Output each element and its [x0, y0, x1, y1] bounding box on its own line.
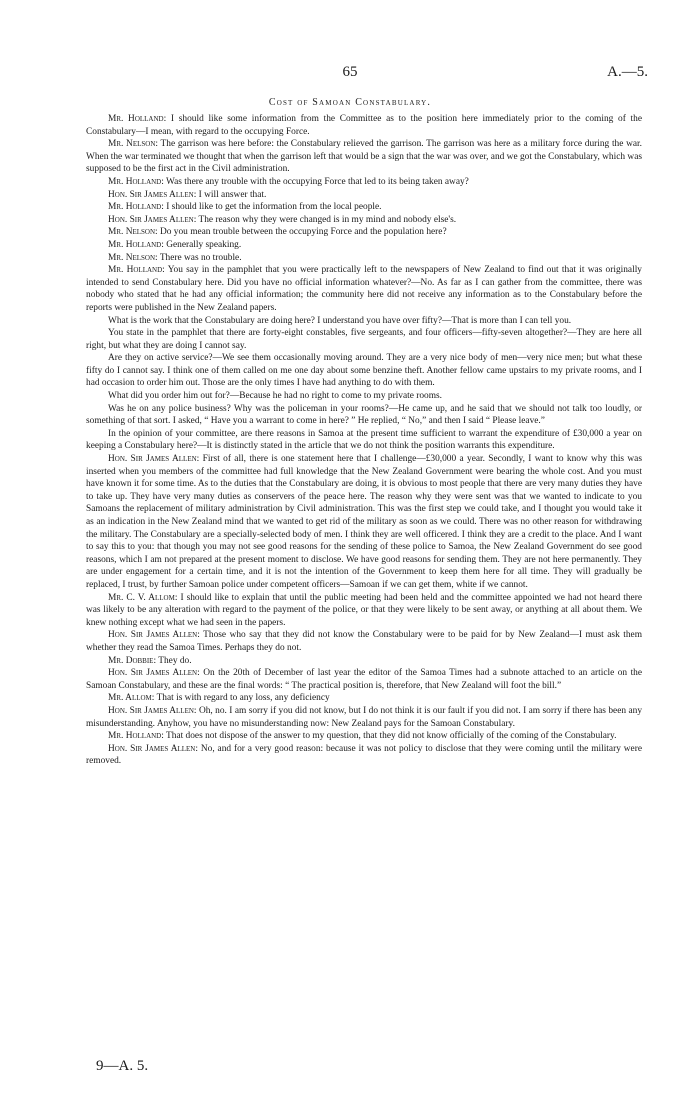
document-code: A.—5.	[607, 64, 648, 80]
speaker-name: Mr. Nelson	[108, 252, 156, 263]
paragraph: Hon. Sir James Allen: The reason why they were changed is in my mind and nobody else's.	[108, 214, 457, 225]
paragraph-text: Do you mean trouble between the occupying Force and the population here?	[159, 227, 447, 238]
paragraph-text: No, and for a very good reason: because it was not policy to disclose that they were coming until the military were removed.	[86, 743, 642, 767]
paragraph-text: What is the work that the Constabulary are doing here? I understand you have over fifty?—That is more than I can tell you.	[108, 315, 572, 326]
paragraph: Hon. Sir James Allen: Oh, no. I am sorry if you did not know, but I do not think it is our fault if you did not. I am sorry if there has been any misunderstanding. Anyhow, you have no misunderstanding now: New Zealand pays for the Samoan Constabulary.	[86, 705, 643, 729]
speaker-name: Mr. Dobbie	[108, 655, 154, 666]
paragraph-text: Are they on active service?—We see them occasionally moving around. They are a very nice body of men—very nice men; but what these fifty do I cannot say. I think one of them called on me one day about some benzine theft. Another fellow came upstairs to my private rooms, and I had occasion to order him out. Those are the only times I have had anything to do with them.	[86, 353, 642, 389]
paragraph	[86, 428, 642, 453]
paragraph-text: The garrison was here before: the Constabulary relieved the garrison. The garrison was here as a military force during the war. When the war terminated we thought that when the garrison left that would be a sign that the war was over, and we got the Constabulary, which was supposed to be the first act in the Civil administration.	[86, 139, 642, 175]
speaker-name: Hon. Sir James Allen	[108, 743, 196, 754]
speaker-name: Hon. Sir James Allen	[108, 705, 194, 716]
paragraph-text: I should like to explain that until the public meeting had been held and the committee appointed we had not heard there was likely to be any alteration with regard to the payment of the police, or that they were likely to be sent away, or anything at all about them. We knew nothing except what we had seen in the papers.	[86, 592, 643, 628]
speaker-name: Hon. Sir James Allen	[108, 214, 194, 225]
paragraph: Mr. Allom: That is with regard to any loss, any deficiency	[108, 693, 330, 704]
paragraph-text: Was there any trouble with the occupying Force that led to its being taken away?	[166, 176, 469, 187]
paragraph-text: I should like to get the information from the local people.	[166, 202, 382, 213]
paragraph-text: First of all, there is one statement here that I challenge—£30,000 a year. Secondly, I want to know why this was inserted when you members of the committee had full knowledge that the New Zealand Government were bearing the whole cost. And you must have known it for some time. As to the duties that the Constabulary are doing, it is obvious to most people that there are very many duties they have to take up. They have very many duties as conservers of the peace here. The reason why they were sent was that we wanted to indicate to you Samoans the replacement of military administration by Civil administration. This was the first step we could take, and I thought you would take it as an indication in the New Zealand mind that we wanted to get rid of the military as soon as we could. There was no other reason for withdrawing the military. The Constabulary are a specially-selected body of men. I think they are well officered. I think they are a credit to the place. And I want to say this to you: that though you may not see good reasons for the sending of these police to Samoa, the New Zealand Government do see good reasons, which I am not prepared at the present moment to disclose. We have good reasons for sending them. They are not here permanently. They are under engagement for a certain time, and it is not the intention of the Government to keep them here for all time. They will gradually be replaced, I trust, by further Samoan police under competent officers—Samoan if we can get them, white if we cannot.	[86, 454, 642, 590]
paragraph: Mr. Dobbie: They do.	[108, 655, 192, 666]
paragraph: Mr. Nelson: Do you mean trouble between the occupying Force and the population here?	[108, 227, 447, 238]
speaker-name: Mr. C. V. Allom	[108, 592, 175, 603]
speaker-name: Mr. Holland	[108, 731, 162, 742]
paragraph: Mr. Holland: Was there any trouble with the occupying Force that led to its being taken away?	[108, 176, 469, 187]
paragraph: Mr. Holland: Generally speaking.	[108, 239, 242, 250]
paragraph	[86, 352, 642, 390]
paragraph-text: That does not dispose of the answer to my question, that they did not know officially of the coming of the Constabulary.	[166, 731, 617, 742]
paragraph	[86, 403, 642, 428]
paragraph: Hon. Sir James Allen: On the 20th of December of last year the editor of the Samoa Times had a subnote attached to an article on the Samoan Constabulary, and these are the final words: “ The practical position is, therefore, that New Zealand will foot the bill.”	[86, 668, 643, 691]
paragraph: Hon. Sir James Allen: No, and for a very good reason: because it was not policy to disclose that they were coming until the military were removed.	[86, 743, 642, 767]
speaker-name: Mr. Nelson	[108, 139, 156, 150]
paragraph: Mr. Holland: You say in the pamphlet that you were practically left to the newspapers of New Zealand to find out that it was originally intended to send Constabulary here. Did you have no official information whatever?—No. As far as I can gather from the committee, there was nobody who stated that he had any official information; the community here did not receive any information as to the Constabulary before the reports were published in the New Zealand papers.	[86, 265, 642, 313]
speaker-name: Mr. Holland	[108, 265, 163, 276]
paragraph	[86, 390, 642, 403]
paragraph: Hon. Sir James Allen: I will answer that.	[108, 189, 267, 200]
paragraph: Hon. Sir James Allen: First of all, there is one statement here that I challenge—£30,000 a year. Secondly, I want to know why this was inserted when you members of the committee had full knowledge that the New Zealand Government were bearing the whole cost. And you must have known it for some time. As to the duties that the Constabulary are doing, it is obvious to most people that there are very many duties they have to take up. They have very many duties as conservers of the peace here. The reason why they were sent was that we wanted to indicate to you Samoans the replacement of military administration by Civil administration. This was the first step we could take, and I thought you would take it as an indication in the New Zealand mind that we wanted to get rid of the military as soon as we could. There was no other reason for withdrawing the military. The Constabulary are a specially-selected body of men. I think they are well officered. I think they are a credit to the place. And I want to say this to you: that though you may not see good reasons for the sending of these police to Samoa, the New Zealand Government do see good reasons, which I am not prepared at the present moment to disclose. We have good reasons for sending them. They are not here permanently. They are under engagement for a certain time, and it is not the intention of the Government to keep them here for all time. They will gradually be replaced, I trust, by further Samoan police under competent officers—Samoan if we can get them, white if we cannot.	[86, 454, 642, 590]
paragraph-text: What did you order him out for?—Because he had no right to come to my private rooms.	[108, 391, 443, 402]
paragraph: Mr. C. V. Allom: I should like to explain that until the public meeting had been held and the committee appointed we had not heard there was likely to be any alteration with regard to the payment of the police, or that they were likely to be sent away, or anything at all about them. We knew nothing except what we had seen in the papers.	[86, 592, 643, 628]
paragraph-text: There was no trouble.	[159, 252, 242, 263]
speaker-name: Hon. Sir James Allen	[108, 630, 198, 641]
speaker-name: Hon. Sir James Allen	[108, 668, 198, 679]
paragraph: Mr. Holland: I should like to get the information from the local people.	[108, 202, 382, 213]
paragraph-text: You state in the pamphlet that there are forty-eight constables, five sergeants, and four officers—fifty-seven altogether?—They are here all right, but what they are doing I cannot say.	[86, 328, 642, 351]
speaker-name: Mr. Holland	[108, 202, 162, 213]
paragraph: Hon. Sir James Allen: Those who say that they did not know the Constabulary were to be paid for by New Zealand—I must ask them whether they read the Samoa Times. Perhaps they do not.	[86, 630, 643, 653]
paragraph-text: I should like some information from the Committee as to the position here immediately prior to the coming of the Constabulary—I mean, with regard to the occupying Force.	[86, 114, 642, 137]
paragraph-text: That is with regard to any loss, any deficiency	[156, 693, 330, 704]
paragraph	[86, 327, 642, 352]
speaker-name: Mr. Holland	[108, 114, 164, 124]
paragraph-text: Generally speaking.	[166, 239, 242, 250]
speaker-name: Mr. Nelson	[108, 227, 156, 238]
paragraph-text: They do.	[158, 655, 192, 666]
speaker-name: Mr. Holland	[108, 176, 162, 187]
paragraph-text: Those who say that they did not know the Constabulary were to be paid for by New Zealand—I must ask them whether they read the Samoa Times. Perhaps they do not.	[86, 630, 643, 653]
paragraph: Mr. Holland: I should like some information from the Committee as to the position here immediately prior to the coming of the Constabulary—I mean, with regard to the occupying Force.	[86, 114, 642, 137]
speaker-name: Hon. Sir James Allen	[108, 454, 197, 465]
signature-mark: 9—A. 5.	[96, 1058, 149, 1074]
paragraph: Mr. Holland: That does not dispose of the answer to my question, that they did not know officially of the coming of the Constabulary.	[108, 731, 617, 742]
speaker-name: Mr. Allom	[108, 693, 152, 704]
paragraph-text: The reason why they were changed is in my mind and nobody else's.	[198, 214, 457, 225]
paragraph-text: Was he on any police business? Why was the policeman in your rooms?—He came up, and he said that we should not talk too loudly, or something of that sort. I asked, “ Have you a warrant to come in here? ” He replied, “ No,” and then I said “ Please leave.”	[86, 403, 642, 427]
paragraph-text: Oh, no. I am sorry if you did not know, but I do not think it is our fault if you did not. I am sorry if there has been any misunderstanding. Anyhow, you have no misunderstanding now: New Zealand pays for the Samoan Constabulary.	[86, 705, 643, 729]
body-text	[86, 113, 642, 768]
paragraph-text: In the opinion of your committee, are there reasons in Samoa at the present time sufficient to warrant the expenditure of £30,000 a year on keeping a Constabulary here?—It is distinctly stated in the article that we do not think the position warrants this expenditure.	[86, 428, 642, 452]
paragraph-text: On the 20th of December of last year the editor of the Samoa Times had a subnote attached to an article on the Samoan Constabulary, and these are the final words: “ The practical position is, therefore, that New Zealand will foot the bill.”	[86, 668, 643, 691]
speaker-name: Mr. Holland	[108, 239, 162, 250]
paragraph	[86, 315, 642, 328]
speaker-name: Hon. Sir James Allen	[108, 189, 194, 200]
page-number: 65	[342, 64, 358, 80]
paragraph-text: I will answer that.	[198, 189, 267, 200]
paragraph: Mr. Nelson: There was no trouble.	[108, 252, 242, 263]
paragraph: Mr. Nelson: The garrison was here before: the Constabulary relieved the garrison. The garrison was here as a military force during the war. When the war terminated we thought that when the garrison left that would be a sign that the war was over, and we got the Constabulary, which was supposed to be the first act in the Civil administration.	[86, 139, 642, 175]
paragraph-text: You say in the pamphlet that you were practically left to the newspapers of New Zealand to find out that it was originally intended to send Constabulary here. Did you have no official information whatever?—No. As far as I can gather from the committee, there was nobody who stated that he had any official information; the community here did not receive any information as to the Constabulary before the reports were published in the New Zealand papers.	[86, 265, 642, 313]
section-title: Cost of Samoan Constabulary.	[268, 97, 432, 108]
